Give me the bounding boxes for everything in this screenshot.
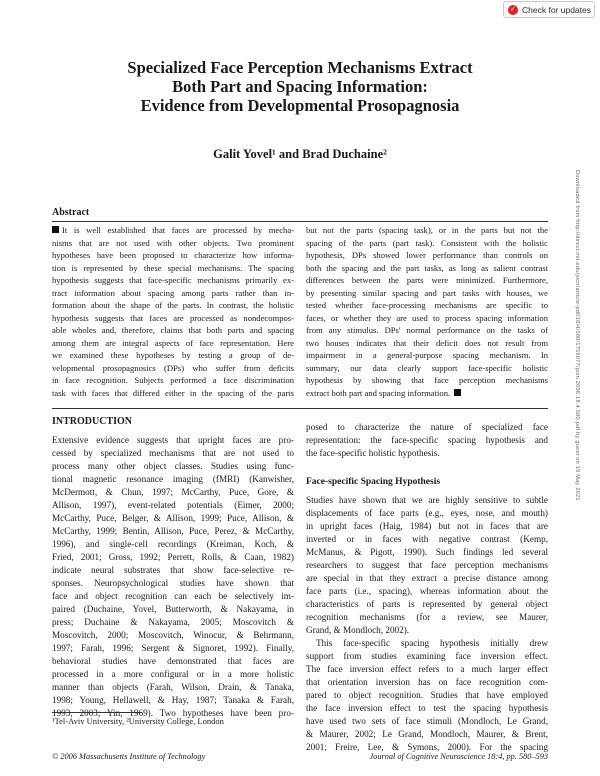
section-heading-spacing: Face-specific Spacing Hypothesis bbox=[306, 477, 441, 487]
abstract-left-lines bbox=[52, 224, 294, 399]
text-line: have used two sets of face stimuli (Mondloch, Le Grand, bbox=[306, 716, 548, 726]
text-line: 1997; Farah, 1996; Sergent & Signoret, 1992). Finally, bbox=[52, 643, 294, 653]
text-line: Allison, 1997), event-related potentials (Eimer, 2000; bbox=[52, 500, 294, 510]
text-line: cessed by specialized mechanisms that are not used to bbox=[52, 448, 294, 458]
check-for-updates-button[interactable] bbox=[503, 1, 595, 18]
introduction-left-column bbox=[52, 434, 294, 720]
text-line: McManus, & Pigott, 1990). Such findings led several bbox=[306, 547, 548, 557]
text-line: two houses indicates that their deficit does not result from bbox=[306, 337, 548, 348]
text-line: 2001; Freire, Lee, & Symons, 2000). For the spacing bbox=[306, 742, 548, 752]
footnote: ¹Tel-Aviv University, ²University College, London bbox=[52, 716, 224, 726]
copyright: © 2006 Massachusetts Institute of Technology bbox=[52, 752, 206, 761]
text-line: This face-specific spacing hypothesis initially drew bbox=[316, 638, 548, 648]
text-line: Extensive evidence suggests that upright faces are pro- bbox=[52, 435, 294, 445]
text-line: nisms that are not used with other objects. Two prominent bbox=[52, 237, 294, 248]
abstract-right-column bbox=[306, 224, 548, 399]
text-line: face parts (i.e., spacing), whereas information about the bbox=[306, 586, 548, 596]
text-line: McDermott, & Chun, 1997; McCarthy, Puce, Gore, & bbox=[52, 487, 294, 497]
introduction-heading: INTRODUCTION bbox=[52, 416, 133, 427]
abstract-left-column bbox=[52, 224, 294, 399]
text-line: press; Duchaine & Nakayama, 2005; Moscovitch & bbox=[52, 617, 294, 627]
abstract-top-rule bbox=[52, 221, 548, 222]
text-line: able wholes and, therefore, claims that both parts and spacing bbox=[52, 325, 294, 335]
check-for-updates-label: Check for updates bbox=[522, 4, 591, 15]
paper-title bbox=[40, 58, 560, 115]
text-line: from any stimulus. DPs' normal performance on the tasks of bbox=[306, 325, 548, 335]
text-line: summary, our data clearly support face-specific holistic bbox=[306, 362, 548, 373]
text-line: tract information about spacing among parts rather than in- bbox=[52, 287, 294, 298]
text-line: sponses. Neuropsychological studies have shown that bbox=[52, 578, 294, 588]
text-line: velopmental prosopagnosics (DPs) who suffer from deficits bbox=[52, 362, 294, 373]
text-line: the face-specific holistic hypothesis. bbox=[306, 448, 440, 458]
text-line: hypothesis, DPs showed lower performance than controls on bbox=[306, 250, 548, 260]
text-line: recognition mechanisms (for a review, see Maurer, bbox=[306, 612, 548, 622]
text-line: processed in a more configural or in a more holistic bbox=[52, 669, 294, 679]
title-line-3: Evidence from Developmental Prosopagnosia bbox=[140, 96, 460, 115]
text-line: impairment in a general-purpose spacing mechanism. In bbox=[306, 350, 548, 360]
text-line: hypothesis suggests that faces are processed as nondecompos- bbox=[52, 312, 294, 323]
text-line: we examined these hypotheses by testing a group of de- bbox=[52, 350, 294, 360]
text-line: among them are integral aspects of face representation. Here bbox=[52, 337, 294, 348]
introduction-right-column bbox=[306, 421, 548, 460]
text-line: face and object recognition can each be selectively im- bbox=[52, 591, 294, 601]
text-line: Moscovitch, 2000; Moscovitch, Winocur, & Behrmann, bbox=[52, 630, 294, 640]
text-line: pared to object recognition. Studies that have employed bbox=[306, 690, 548, 700]
abstract-bottom-rule bbox=[52, 408, 548, 409]
text-line: Studies have shown that we are highly sensitive to subtle bbox=[306, 495, 548, 505]
text-line: are special in that they extract a precise distance among bbox=[306, 573, 548, 583]
text-line: tested whether face-processing mechanisms are specific to bbox=[306, 300, 548, 310]
text-line: 1996), and single-cell recordings (Kreiman, Koch, & bbox=[52, 539, 294, 549]
text-line: support from studies examining face inversion effect. bbox=[306, 651, 548, 661]
spacing-section-text bbox=[306, 494, 548, 754]
footnote-rule bbox=[52, 712, 142, 713]
text-line: posed to characterize the nature of specialized face bbox=[306, 422, 548, 432]
text-line: McCarthy, Puce, Belger, & Allison, 1999; Puce, Allison, & bbox=[52, 513, 294, 523]
abstract-end-square-icon bbox=[454, 389, 461, 396]
title-line-2: Both Part and Spacing Information: bbox=[172, 77, 428, 96]
text-line: McCarthy, 1999; Bentin, Allison, Puce, Perez, & McCarthy, bbox=[52, 526, 294, 536]
text-line: spacing of the parts (part task). Consistent with the holistic bbox=[306, 237, 548, 248]
text-line: representation: the face-specific spacing hypothesis and bbox=[306, 435, 548, 445]
text-line: & Maurer, 2002; Le Grand, Mondloch, Maurer, & Brent, bbox=[306, 729, 548, 739]
text-line: behavioral studies have demonstrated that faces are bbox=[52, 656, 294, 666]
text-line: formation about the shape of the parts. In contrast, the holistic bbox=[52, 300, 294, 310]
text-line: tion is represented by these special mechanisms. The spacing bbox=[52, 262, 294, 273]
text-line: differences between the parts were minimized. Furthermore, bbox=[306, 275, 548, 285]
text-line: The face inversion effect refers to a much larger effect bbox=[306, 664, 548, 674]
text-line: both the spacing and the part tasks, as long as salient contrast bbox=[306, 262, 548, 273]
text-line: hypothesis by showing that face perception mechanisms bbox=[306, 375, 548, 385]
abstract-heading: Abstract bbox=[52, 207, 90, 218]
text-line: but not the parts (spacing task), or in the parts but not the bbox=[306, 225, 548, 235]
text-line: the face inversion effect to test the spacing hypothesis bbox=[306, 703, 548, 713]
text-line: hypotheses have been proposed to characterize how informa- bbox=[52, 250, 294, 260]
text-line: displacements of face parts (e.g., eyes, nose, and mouth) bbox=[306, 508, 548, 518]
text-line: Fried, 2001; Gross, 1992; Perrett, Rolls, & Caan, 1982) bbox=[52, 552, 294, 562]
text-line: in upright faces (Haig, 1984) but not in faces that are bbox=[306, 521, 548, 531]
text-line: It is well established that faces are processed by mecha- bbox=[52, 224, 294, 237]
text-line: indicate neural substrates that show face-selective re- bbox=[52, 565, 294, 575]
text-line: task with faces that differed either in the spacing of the parts bbox=[52, 387, 294, 398]
text-line: 1993, 2003; Yin, 1969). Two hypotheses have been pro- bbox=[52, 708, 294, 718]
text-line: paired (Duchaine, Yovel, Butterworth, & Nakayama, in bbox=[52, 604, 294, 614]
text-line: tional magnetic resonance imaging (fMRI) (Kanwisher, bbox=[52, 474, 294, 484]
text-line: inverted or in faces with negative contrast (Kemp, bbox=[306, 534, 548, 544]
text-line: 1998; Young, Hellawell, & Hay, 1987; Tanaka & Farah, bbox=[52, 695, 294, 705]
text-line: by presenting similar spacing and part tasks with houses, we bbox=[306, 287, 548, 298]
text-line: process many other object classes. Studies using func- bbox=[52, 461, 294, 471]
text-line: in face recognition. Subjects performed a face discrimination bbox=[52, 375, 294, 385]
abstract-start-square-icon bbox=[52, 226, 59, 233]
text-line: manner than objects (Farah, Wilson, Drain, & Tanaka, bbox=[52, 682, 294, 692]
text-line: faces, or whether they are used to process spacing information bbox=[306, 312, 548, 323]
text-line: hypothesis suggests that face-specific mechanisms primarily ex- bbox=[52, 275, 294, 285]
text-line: extract both part and spacing information. bbox=[306, 387, 548, 400]
text-line: researchers to suggest that face perception mechanisms bbox=[306, 560, 548, 570]
text-line: Grand, & Mondloch, 2002). bbox=[306, 625, 410, 635]
download-note: Downloaded from http://direct.mit.edu/jocn/article-pdf/18/4/580/1756077/jocn.2006.18.4.580.pdf by guest on 19 May 2021 bbox=[574, 170, 580, 501]
update-icon: ✓ bbox=[508, 5, 518, 15]
text-line: that orientation inversion has on face recognition com- bbox=[306, 677, 548, 687]
abstract-right-lines bbox=[306, 224, 548, 399]
authors: Galit Yovel¹ and Brad Duchaine² bbox=[213, 147, 387, 161]
journal-citation: Journal of Cognitive Neuroscience 18:4, pp. 580–593 bbox=[369, 752, 548, 761]
text-line: characteristics of parts is represented by general object bbox=[306, 599, 548, 609]
title-line-1: Specialized Face Perception Mechanisms Extract bbox=[127, 58, 473, 77]
